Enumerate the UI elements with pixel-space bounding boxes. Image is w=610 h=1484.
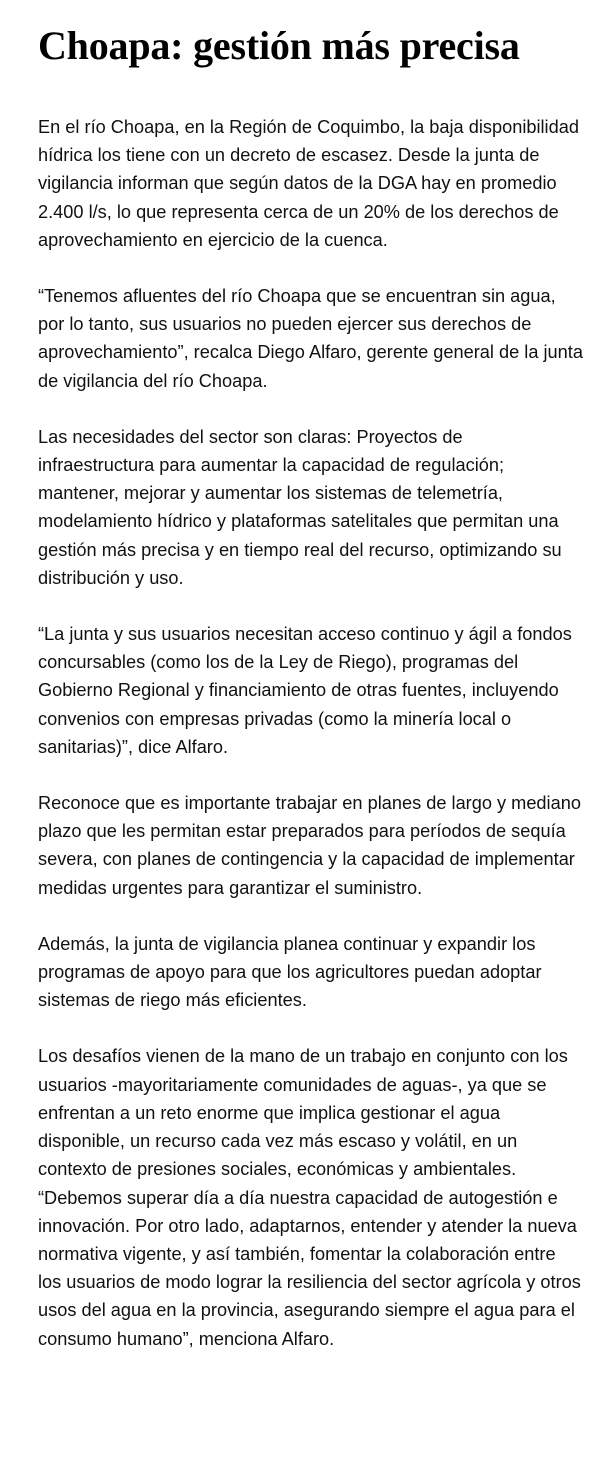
paragraph-quote-fondos: “La junta y sus usuarios necesitan acceso continuo y ágil a fondos concursables (como los de la Ley de Riego), programas del Gobierno Regional y financiamiento de otras fuentes, incluyendo convenios con empresas privadas (como la minería local o sanitarias)”, dice Alfaro. — [38, 624, 572, 757]
paragraph-programas-riego: Además, la junta de vigilancia planea continuar y expandir los programas de apoyo para que los agricultores puedan adoptar sistemas de riego más eficientes. — [38, 933, 542, 1011]
paragraph-escasez: En el río Choapa, en la Región de Coquimbo, la baja disponibilidad hídrica los tiene con un decreto de escasez. Desde la junta de vigilancia informan que según datos de la DGA hay en promedio 2.400 l/s, lo que representa cerca de un 20% de los derechos de aprovechamiento en ejercicio de la cuenca. — [38, 117, 579, 250]
article-title: Choapa: gestión más precisa — [38, 23, 520, 68]
article — [38, 22, 583, 1353]
paragraph-quote-afluentes: “Tenemos afluentes del río Choapa que se encuentran sin agua, por lo tanto, sus usuarios no pueden ejercer sus derechos de aprovechamiento”, recalca Diego Alfaro, gerente general de la junta de vigilancia del río Choapa. — [38, 286, 583, 391]
paragraph-planes: Reconoce que es importante trabajar en planes de largo y mediano plazo que les permitan estar preparados para períodos de sequía severa, con planes de contingencia y la capacidad de implementar medidas urgentes para garantizar el suministro. — [38, 793, 581, 898]
paragraph-necesidades: Las necesidades del sector son claras: Proyectos de infraestructura para aumentar la capacidad de regulación; mantener, mejorar y aumentar los sistemas de telemetría, modelamiento hídrico y plataformas satelitales que permitan una gestión más precisa y en tiempo real del recurso, optimizando su distribución y uso. — [38, 426, 562, 588]
paragraph-desafios: Los desafíos vienen de la mano de un trabajo en conjunto con los usuarios -mayoritariamente comunidades de aguas-, ya que se enfrentan a un reto enorme que implica gestionar el agua disponible, un recurso cada vez más escaso y volátil, en un contexto de presiones sociales, económicas y ambientales. “Debemos superar día a día nuestra capacidad de autogestión e innovación. Por otro lado, adaptarnos, entender y atender la nueva normativa vigente, y así también, fomentar la colaboración entre los usuarios de modo lograr la resiliencia del sector agrícola y otros usos del agua en la provincia, asegurando siempre el agua para el consumo humano”, menciona Alfaro. — [38, 1046, 581, 1349]
